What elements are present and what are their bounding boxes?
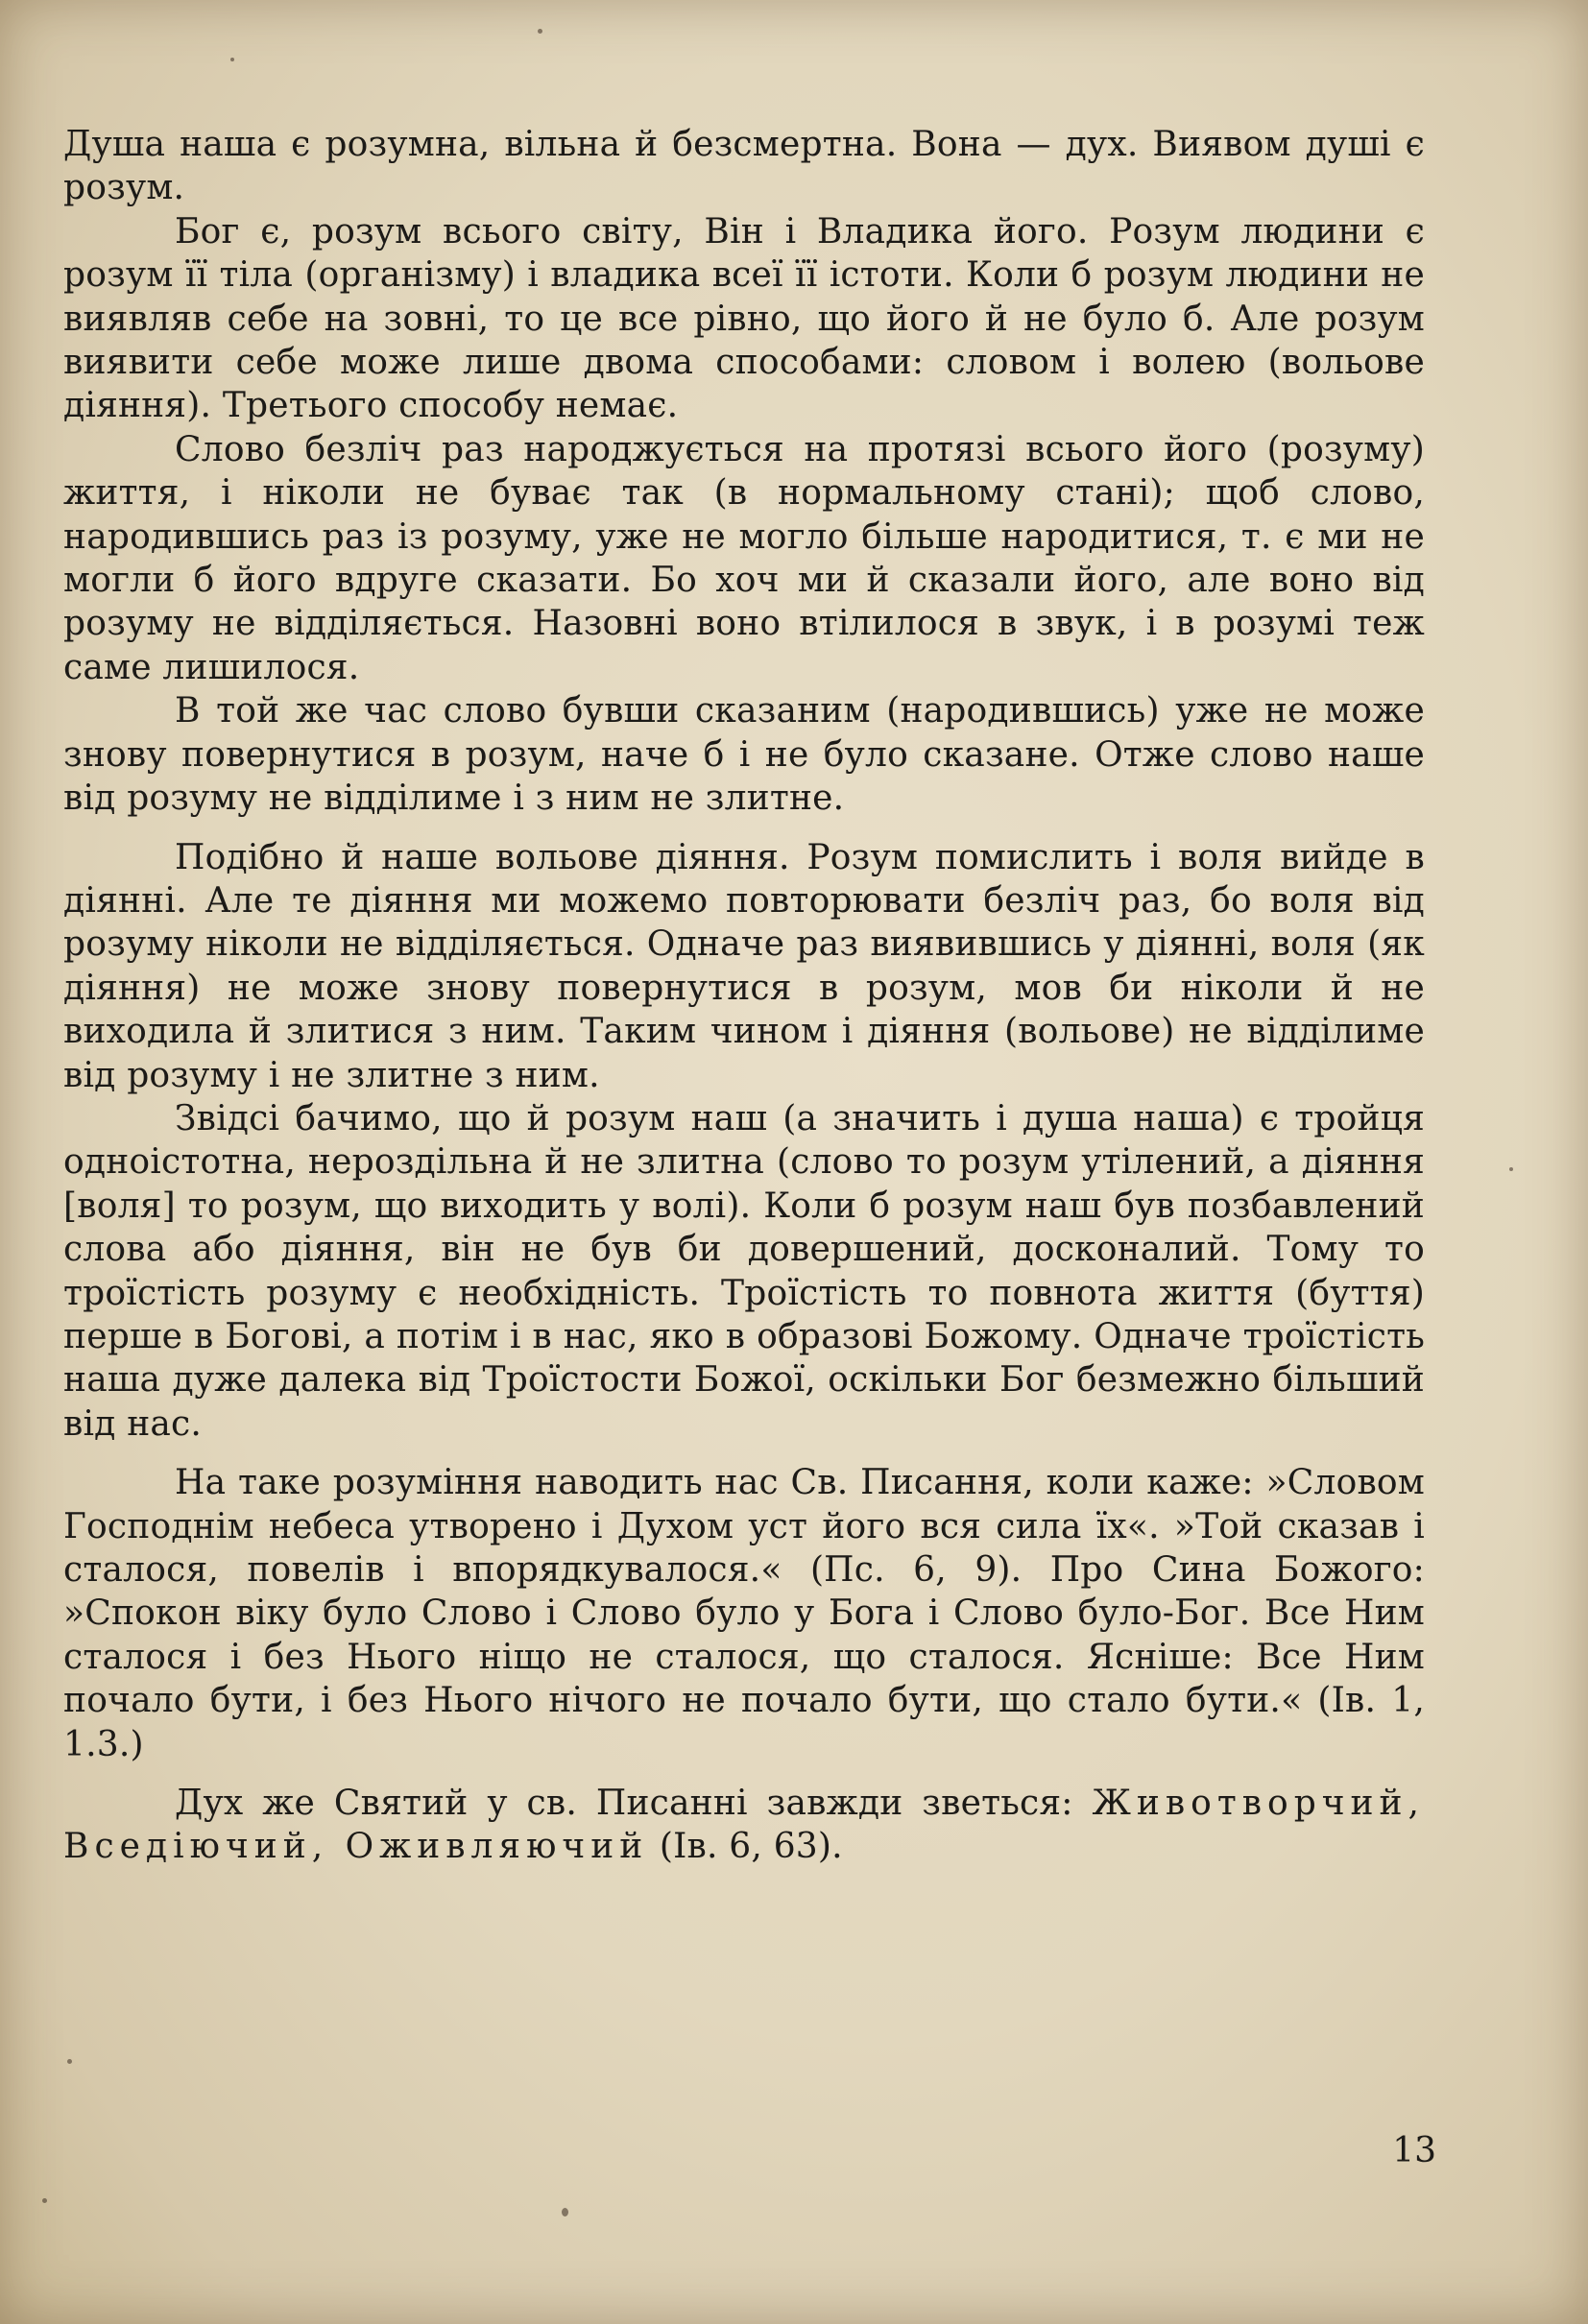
paper-speck bbox=[67, 2059, 72, 2064]
paper-speck bbox=[230, 58, 234, 61]
paragraph-8-intro: Дух же Святий у св. Писанні завжди зветься: bbox=[175, 1784, 1093, 1824]
paragraph-8-spaced-names: Животворчий, Вседіючий, Оживляючий bbox=[63, 1784, 1425, 1867]
body-text bbox=[63, 123, 1425, 1869]
paragraph-5: Подібно й наше вольове діяння. Розум помислить і воля вийде в діянні. Але те діяння ми можемо повторювати безліч раз, бо воля від розуму ніколи не відділяється. Одначе раз виявившись у діянні, воля (як діяння) не може знову повернутися в розум, мов би ніколи й не виходила й злитися з ним. Таким чином і діяння (вольове) не відділиме від розуму і не злитне з ним. bbox=[63, 837, 1425, 1095]
paragraph-1: Душа наша є розумна, вільна й безсмертна. Вона — дух. Виявом душі є розум. bbox=[63, 125, 1425, 208]
paragraph-7: На таке розуміння наводить нас Св. Писання, коли каже: »Словом Господнім небеса утворено і Духом уст його вся сила їх«. »Той сказав і сталося, повелів і впорядкувалося.« (Пс. 6, 9). Про Сина Божого: »Спокон віку було Слово і Слово було у Бога і Слово було-Бог. Все Ним сталося і без Нього ніщо не сталося, що сталося. Ясніше: Все Ним почало бути, і без Нього нічого не почало бути, що стало бути.« (Ів. 1, 1.3.) bbox=[63, 1463, 1425, 1764]
paragraph-3: Слово безліч раз народжується на протязі всього його (розуму) життя, і ніколи не буває так (в нормальному стані); щоб слово, народившись раз із розуму, уже не могло більше народитися, т. є ми не могли б його вдруге сказати. Бо хоч ми й сказали його, але воно від розуму не відділяється. Назовні воно втілилося в звук, і в розумі теж саме лишилося. bbox=[63, 429, 1425, 687]
paragraph-6: Звідсі бачимо, що й розум наш (а значить і душа наша) є тройця одноістотна, нероздільна й не злитна (слово то розум утілений, а діяння [воля] то розум, що виходить у волі). Коли б розум наш був позбавлений слова або діяння, він не був би довершений, досконалий. Тому то троїстість розуму є необхідність. Троїстість то повнота життя (буття) перше в Богові, а потім і в нас, яко в образові Божому. Одначе троїстість наша дуже далека від Троїстости Божої, оскільки Бог безмежно більший від нас. bbox=[63, 1098, 1425, 1444]
paragraph-2: Бог є, розум всього світу, Він і Владика його. Розум людини є розум її тіла (організму) і владика всеї її істоти. Коли б розум людини не виявляв себе на зовні, то це все рівно, що його й не було б. Але розум виявити себе може лише двома способами: словом і волею (вольове діяння). Третього способу немає. bbox=[63, 211, 1425, 426]
paragraph-8 bbox=[63, 1782, 1425, 1869]
page-number: 13 bbox=[1392, 2131, 1436, 2170]
paper-speck bbox=[42, 2198, 47, 2203]
paper-speck bbox=[562, 2208, 568, 2216]
paper-speck bbox=[1509, 1167, 1513, 1171]
paragraph-8-reference: (Ів. 6, 63). bbox=[648, 1827, 843, 1867]
paper-speck bbox=[538, 29, 542, 34]
paragraph-4: В той же час слово бувши сказаним (народившись) уже не може знову повернутися в розум, наче б і не було сказане. Отже слово наше від розуму не відділиме і з ним не злитне. bbox=[63, 691, 1425, 819]
